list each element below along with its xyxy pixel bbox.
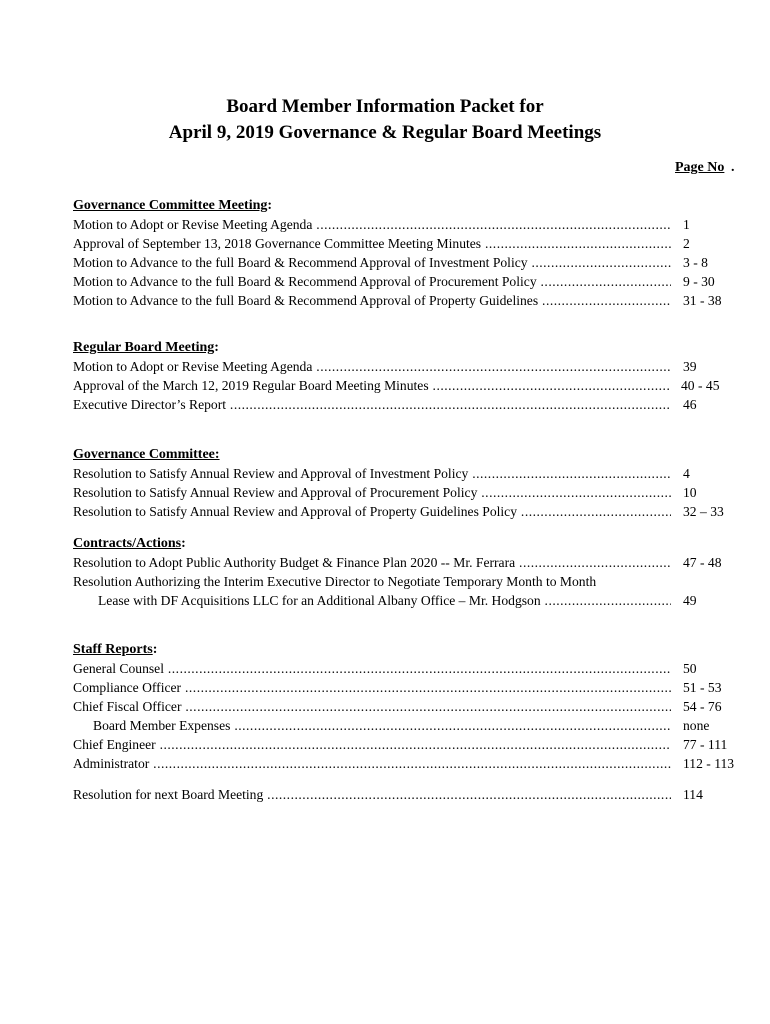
toc-entry: Board Member Expenses ..... none bbox=[73, 716, 753, 735]
toc-entry: Resolution Authorizing the Interim Executive Director to Negotiate Temporary Month to Month bbox=[73, 574, 597, 589]
toc-entry: Resolution to Satisfy Annual Review and Approval of Property Guidelines Policy ..... 32 – 33 bbox=[73, 502, 753, 521]
section-heading: Governance Committee Meeting: bbox=[73, 198, 273, 213]
toc-entry: Motion to Advance to the full Board & Recommend Approval of Property Guidelines ..... 31 - 38 bbox=[73, 291, 753, 310]
section-heading: Staff Reports: bbox=[73, 642, 158, 657]
toc-entry: Administrator ..... 112 - 113 bbox=[73, 754, 753, 773]
toc-entry: Compliance Officer ..... 51 - 53 bbox=[73, 678, 753, 697]
section-resolution-next bbox=[73, 785, 753, 804]
section-governance-meeting bbox=[73, 196, 753, 310]
document-title-line-1: Board Member Information Packet for bbox=[226, 96, 544, 117]
toc-entry: Approval of the March 12, 2019 Regular Board Meeting Minutes ..... 40 - 45 bbox=[73, 376, 753, 395]
toc-entry: Motion to Adopt or Revise Meeting Agenda ..... 1 bbox=[73, 215, 753, 234]
toc-entry: Executive Director’s Report ..... 46 bbox=[73, 395, 753, 414]
section-contracts-actions bbox=[73, 534, 753, 610]
toc-entry: Resolution to Satisfy Annual Review and Approval of Investment Policy ..... 4 bbox=[73, 464, 753, 483]
toc-entry: Motion to Advance to the full Board & Recommend Approval of Investment Policy ..... 3 - 8 bbox=[73, 253, 753, 272]
toc-entry: Chief Fiscal Officer ..... 54 - 76 bbox=[73, 697, 753, 716]
toc-entry: General Counsel ..... 50 bbox=[73, 659, 753, 678]
page-no-header: Page No bbox=[675, 160, 725, 175]
toc-entry: Approval of September 13, 2018 Governance Committee Meeting Minutes ..... 2 bbox=[73, 234, 753, 253]
page-no-header-dot: . bbox=[731, 160, 735, 175]
toc-entry: Resolution for next Board Meeting ..... 114 bbox=[73, 785, 753, 804]
section-heading: Contracts/Actions: bbox=[73, 536, 186, 551]
toc-entry: Chief Engineer ..... 77 - 111 bbox=[73, 735, 753, 754]
section-heading: Governance Committee: bbox=[73, 447, 220, 462]
toc-entry: Resolution to Satisfy Annual Review and Approval of Procurement Policy ..... 10 bbox=[73, 483, 753, 502]
toc-entry: Lease with DF Acquisitions LLC for an Additional Albany Office – Mr. Hodgson ..... 49 bbox=[73, 591, 753, 610]
section-governance-committee bbox=[73, 445, 753, 521]
section-regular-meeting bbox=[73, 338, 753, 414]
section-heading: Regular Board Meeting: bbox=[73, 340, 219, 355]
document-title-line-2: April 9, 2019 Governance & Regular Board Meetings bbox=[168, 122, 602, 143]
toc-entry: Resolution to Adopt Public Authority Budget & Finance Plan 2020 -- Mr. Ferrara ..... 47 - 48 bbox=[73, 553, 753, 572]
section-staff-reports bbox=[73, 640, 753, 773]
toc-entry: Motion to Adopt or Revise Meeting Agenda ..... 39 bbox=[73, 357, 753, 376]
toc-entry: Motion to Advance to the full Board & Recommend Approval of Procurement Policy ..... 9 - 30 bbox=[73, 272, 753, 291]
